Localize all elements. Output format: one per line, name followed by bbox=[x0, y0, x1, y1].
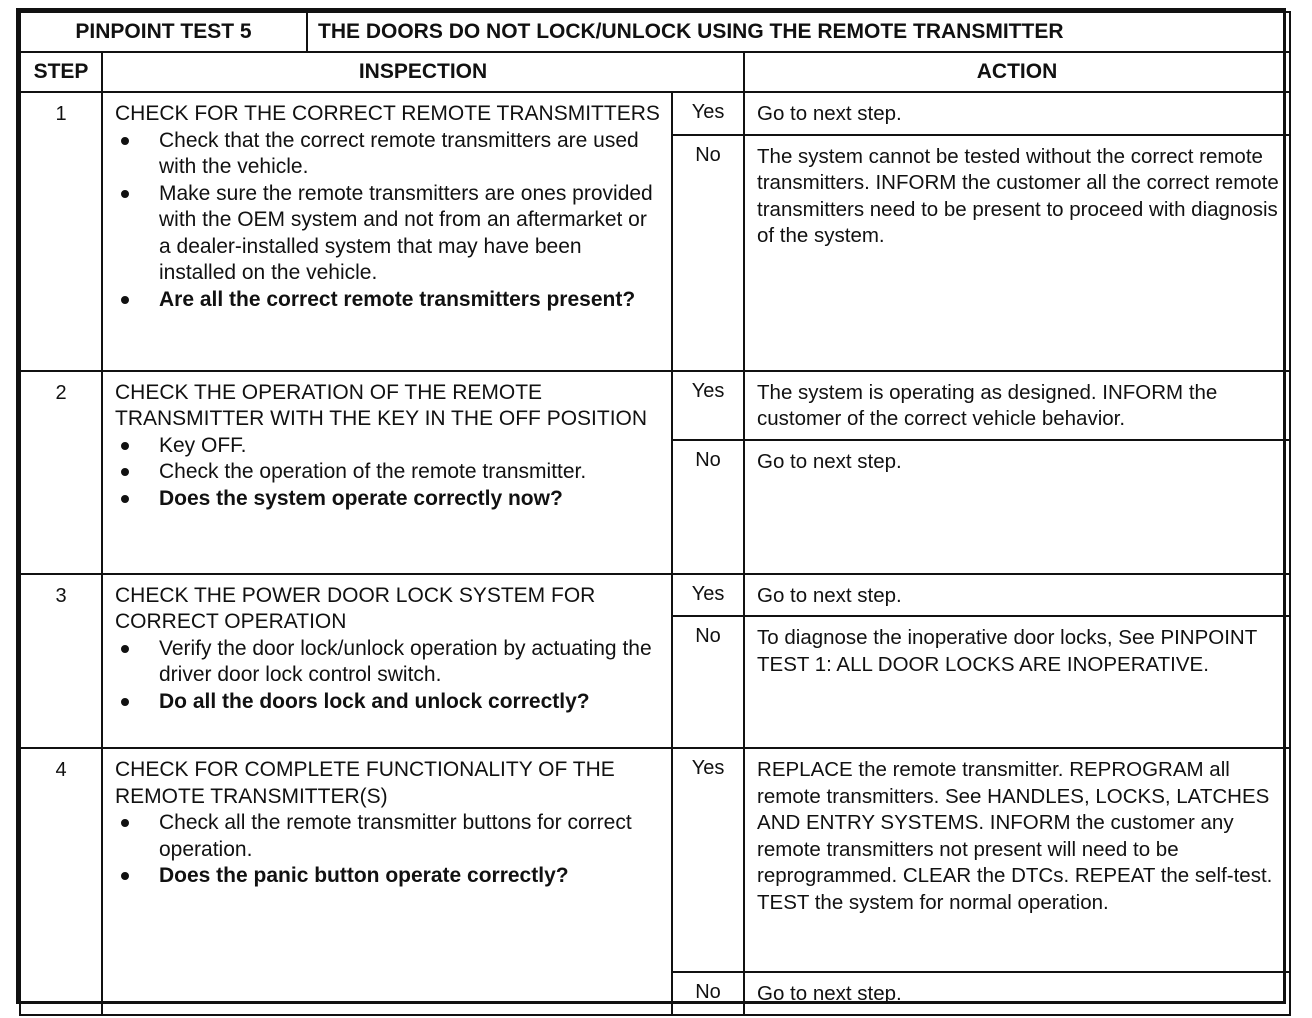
step-row-yes bbox=[20, 748, 1290, 972]
step-row-yes bbox=[20, 371, 1290, 440]
pinpoint-test-document bbox=[16, 8, 1286, 1004]
step-number: 2 bbox=[20, 371, 102, 574]
no-action: Go to next step. bbox=[744, 440, 1290, 574]
bullet-item: Check that the correct remote transmitters are used with the vehicle. bbox=[115, 128, 661, 181]
yes-action: Go to next step. bbox=[744, 574, 1290, 617]
bullet-icon bbox=[121, 495, 129, 503]
step-number: 1 bbox=[20, 92, 102, 371]
bullet-icon bbox=[121, 645, 129, 653]
inspection-title: CHECK FOR THE CORRECT REMOTE TRANSMITTERS bbox=[115, 102, 660, 125]
no-label: No bbox=[672, 616, 744, 748]
inspection-cell bbox=[102, 748, 672, 1015]
bullet-icon bbox=[121, 468, 129, 476]
step-number: 4 bbox=[20, 748, 102, 1015]
yes-action: REPLACE the remote transmitter. REPROGRAM all remote transmitters. See HANDLES, LOCKS, LATCHES AND ENTRY SYSTEMS. INFORM the customer any remote transmitters not present will need to be reprogrammed. CLEAR the DTCs. REPEAT the self-test. TEST the system for normal operation. bbox=[744, 748, 1290, 972]
inspection-title: CHECK THE POWER DOOR LOCK SYSTEM FOR CORRECT OPERATION bbox=[115, 583, 596, 633]
test-label: PINPOINT TEST 5 bbox=[20, 12, 307, 52]
inspection-cell bbox=[102, 371, 672, 574]
bullet-icon bbox=[121, 296, 129, 304]
yes-label: Yes bbox=[672, 371, 744, 440]
yes-action: The system is operating as designed. INFORM the customer of the correct vehicle behavior. bbox=[744, 371, 1290, 440]
bullet-icon bbox=[121, 872, 129, 880]
step-column-header: STEP bbox=[20, 52, 102, 92]
inspection-bullets bbox=[115, 636, 661, 716]
inspection-question: Does the panic button operate correctly? bbox=[115, 863, 661, 890]
no-label: No bbox=[672, 972, 744, 1015]
test-title: THE DOORS DO NOT LOCK/UNLOCK USING THE REMOTE TRANSMITTER bbox=[307, 12, 1290, 52]
inspection-bullets bbox=[115, 810, 661, 890]
yes-label: Yes bbox=[672, 92, 744, 135]
no-action: The system cannot be tested without the correct remote transmitters. INFORM the customer all the correct remote transmitters need to be present to proceed with diagnosis of the system. bbox=[744, 135, 1290, 371]
no-label: No bbox=[672, 440, 744, 574]
inspection-bullets bbox=[115, 433, 661, 513]
bullet-icon bbox=[121, 190, 129, 198]
bullet-item: Check all the remote transmitter buttons for correct operation. bbox=[115, 810, 661, 863]
inspection-question: Do all the doors lock and unlock correctly? bbox=[115, 689, 661, 716]
step-row-yes bbox=[20, 92, 1290, 135]
bullet-icon bbox=[121, 819, 129, 827]
bullet-icon bbox=[121, 137, 129, 145]
inspection-question: Does the system operate correctly now? bbox=[115, 486, 661, 513]
bullet-icon bbox=[121, 442, 129, 450]
yes-label: Yes bbox=[672, 748, 744, 972]
inspection-cell bbox=[102, 92, 672, 371]
inspection-column-header: INSPECTION bbox=[102, 52, 744, 92]
inspection-title: CHECK FOR COMPLETE FUNCTIONALITY OF THE REMOTE TRANSMITTER(S) bbox=[115, 758, 615, 808]
no-action: Go to next step. bbox=[744, 972, 1290, 1015]
bullet-item: Verify the door lock/unlock operation by actuating the driver door lock control switch. bbox=[115, 636, 661, 689]
action-column-header: ACTION bbox=[744, 52, 1290, 92]
column-header-row bbox=[20, 52, 1290, 92]
inspection-bullets bbox=[115, 128, 661, 314]
no-label: No bbox=[672, 135, 744, 371]
inspection-question: Are all the correct remote transmitters present? bbox=[115, 287, 661, 314]
yes-action: Go to next step. bbox=[744, 92, 1290, 135]
title-row bbox=[20, 12, 1290, 52]
step-row-yes bbox=[20, 574, 1290, 617]
bullet-item: Make sure the remote transmitters are ones provided with the OEM system and not from an aftermarket or a dealer-installed system that may have been installed on the vehicle. bbox=[115, 181, 661, 287]
bullet-icon bbox=[121, 698, 129, 706]
no-action: To diagnose the inoperative door locks, See PINPOINT TEST 1: ALL DOOR LOCKS ARE INOPERATIVE. bbox=[744, 616, 1290, 748]
bullet-item: Key OFF. bbox=[115, 433, 661, 460]
yes-label: Yes bbox=[672, 574, 744, 617]
inspection-title: CHECK THE OPERATION OF THE REMOTE TRANSMITTER WITH THE KEY IN THE OFF POSITION bbox=[115, 380, 648, 430]
bullet-item: Check the operation of the remote transmitter. bbox=[115, 459, 661, 486]
pinpoint-test-table bbox=[19, 11, 1291, 1016]
inspection-cell bbox=[102, 574, 672, 749]
step-number: 3 bbox=[20, 574, 102, 749]
